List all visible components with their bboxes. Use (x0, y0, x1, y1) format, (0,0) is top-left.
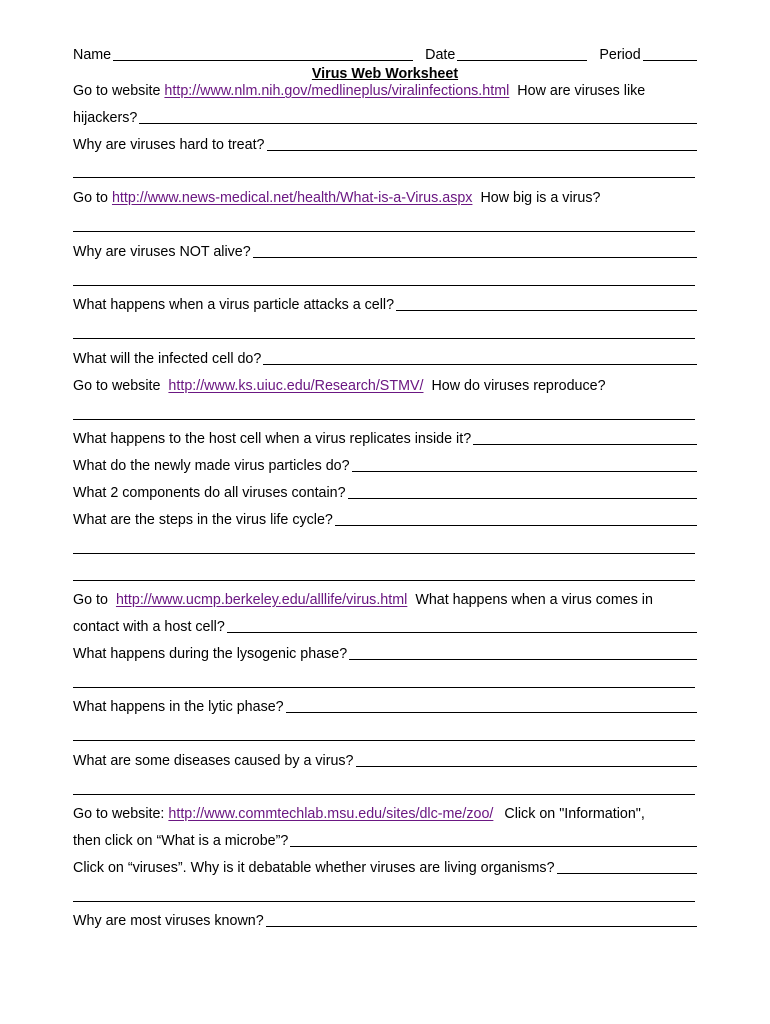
answer-line[interactable] (73, 901, 695, 902)
question-row (73, 107, 697, 127)
question-text: What happens in the lytic phase? (73, 699, 284, 715)
question-text: Why are viruses hard to treat? (73, 137, 265, 153)
instruction-text: then click on “What is a microbe”? (73, 833, 289, 849)
question-row (73, 134, 697, 154)
section2-intro (73, 187, 697, 207)
question-row (73, 750, 697, 770)
answer-line[interactable] (73, 285, 695, 286)
question-row (73, 910, 697, 930)
question-text: What 2 components do all viruses contain? (73, 485, 346, 501)
question-text: What happens when a virus particle attacks a cell? (73, 297, 395, 313)
answer-blank[interactable] (267, 150, 697, 151)
question-row (73, 294, 697, 314)
question-text: Click on “viruses”. Why is it debatable whether viruses are living organisms? (73, 860, 555, 876)
answer-blank[interactable] (263, 364, 697, 365)
question-row (73, 428, 697, 448)
go-to-label: Go to (73, 592, 108, 608)
section1-intro (73, 80, 697, 100)
section5-intro (73, 803, 697, 823)
answer-line[interactable] (73, 740, 695, 741)
question-text: What are some diseases caused by a virus? (73, 753, 354, 769)
question-text: How big is a virus? (480, 190, 601, 206)
question-text: What happens when a virus comes in (415, 592, 653, 608)
question-text: How do viruses reproduce? (431, 378, 606, 394)
answer-line[interactable] (73, 231, 695, 232)
question-row (73, 643, 697, 663)
answer-blank[interactable] (352, 471, 697, 472)
period-blank[interactable] (643, 60, 697, 61)
answer-line[interactable] (73, 580, 695, 581)
commtechlab-link[interactable]: http://www.commtechlab.msu.edu/sites/dlc-me/zoo/ (168, 806, 494, 822)
worksheet-title: Virus Web Worksheet (311, 66, 459, 82)
period-label: Period (599, 47, 641, 63)
date-label: Date (425, 47, 456, 63)
question-text: What are the steps in the virus life cycle? (73, 512, 333, 528)
question-text: contact with a host cell? (73, 619, 225, 635)
go-to-label: Go to website: (73, 806, 165, 822)
answer-blank[interactable] (557, 873, 697, 874)
header-row (73, 44, 697, 64)
answer-blank[interactable] (335, 525, 697, 526)
question-row (73, 348, 697, 368)
answer-blank[interactable] (473, 444, 697, 445)
name-label: Name (73, 47, 112, 63)
answer-line[interactable] (73, 338, 695, 339)
section3-intro (73, 375, 697, 395)
section4-intro (73, 589, 697, 609)
date-blank[interactable] (457, 60, 587, 61)
answer-blank[interactable] (356, 766, 697, 767)
question-text: What happens during the lysogenic phase? (73, 646, 348, 662)
answer-line[interactable] (73, 553, 695, 554)
question-row (73, 696, 697, 716)
answer-blank[interactable] (286, 712, 697, 713)
ucmp-berkeley-link[interactable]: http://www.ucmp.berkeley.edu/alllife/virus.html (115, 592, 408, 608)
question-row (73, 482, 697, 502)
question-text: How are viruses like (517, 83, 646, 99)
go-to-label: Go to website (73, 378, 161, 394)
answer-blank[interactable] (266, 926, 697, 927)
answer-line[interactable] (73, 794, 695, 795)
answer-line[interactable] (73, 687, 695, 688)
answer-blank[interactable] (290, 846, 697, 847)
question-row (73, 241, 697, 261)
question-row (73, 857, 697, 877)
question-text: What will the infected cell do? (73, 351, 262, 367)
question-text: What do the newly made virus particles do? (73, 458, 350, 474)
question-text: hijackers? (73, 110, 138, 126)
go-to-label: Go to website (73, 83, 161, 99)
question-row (73, 455, 697, 475)
answer-line[interactable] (73, 419, 695, 420)
news-medical-link[interactable]: http://www.news-medical.net/health/What-is-a-Virus.aspx (111, 190, 473, 206)
question-text: Why are viruses NOT alive? (73, 244, 251, 260)
answer-blank[interactable] (139, 123, 697, 124)
answer-blank[interactable] (227, 632, 697, 633)
nlm-link[interactable]: http://www.nlm.nih.gov/medlineplus/viralinfections.html (164, 83, 510, 99)
answer-blank[interactable] (396, 310, 697, 311)
question-row (73, 509, 697, 529)
answer-blank[interactable] (349, 659, 697, 660)
question-row (73, 830, 697, 850)
ks-uiuc-link[interactable]: http://www.ks.uiuc.edu/Research/STMV/ (168, 378, 424, 394)
instruction-text: Click on "Information", (504, 806, 645, 822)
question-row (73, 616, 697, 636)
go-to-label: Go to (73, 190, 108, 206)
name-blank[interactable] (113, 60, 413, 61)
answer-blank[interactable] (253, 257, 697, 258)
question-text: What happens to the host cell when a virus replicates inside it? (73, 431, 472, 447)
answer-blank[interactable] (348, 498, 697, 499)
question-text: Why are most viruses known? (73, 913, 264, 929)
answer-line[interactable] (73, 177, 695, 178)
